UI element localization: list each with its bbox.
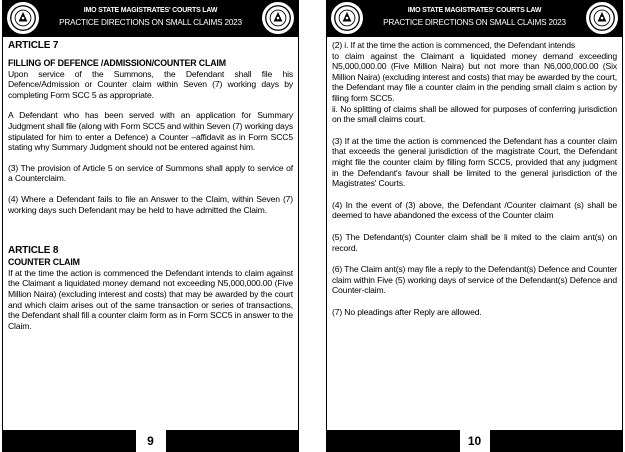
page-9 <box>2 0 299 452</box>
header-title: IMO STATE MAGISTRATES' COURTS LAW <box>83 7 218 14</box>
paragraph: (4) Where a Defendant fails to file an Answer to the Claim, within Seven (7) working days such Defendant may be held to have admitted the Claim. <box>8 193 293 215</box>
article-heading: ARTICLE 8 <box>8 245 59 257</box>
header-subtitle: PRACTICE DIRECTIONS ON SMALL CLAIMS 2023 <box>383 18 566 27</box>
court-seal-icon <box>586 2 618 34</box>
paragraph: (4) In the event of (3) above, the Defendant /Counter claimant (s) shall be deemed to have abandoned the excess of the Counter claim <box>332 199 617 221</box>
page-number: 9 <box>136 430 166 452</box>
paragraph: (2) i. If at the time the action is commenced, the Defendant intends <box>332 40 575 50</box>
article-subheading: COUNTER CLAIM <box>8 257 80 268</box>
paragraph: (3) If at the time the action is commenced the Defendant has a counter claim that exceeds the general jurisdiction of the magistrate Court, the Defendant might file the counter claim by filling form SCC5, provided that any judgment in the Defendant's favour shall be limited to the general jurisdiction of the Magistrates' Courts. <box>332 135 617 189</box>
paragraph: (7) No pleadings after Reply are allowed. <box>332 306 482 317</box>
court-seal-icon <box>262 2 294 34</box>
paragraph: to claim against the Claimant a liquidated money demand exceeding N5,000,000.00 (Five Million Naira) but not more than N6,000,000.00 (Six Million Naira) (excluding interest and costs) that may be awarded by the court, the Defendant may file a counter claim in the pending small claim s action by filing form SCC5. <box>332 50 617 103</box>
page-footer <box>3 430 298 452</box>
page-footer <box>327 430 622 452</box>
court-seal-icon <box>7 2 39 34</box>
header-title: IMO STATE MAGISTRATES' COURTS LAW <box>407 7 542 14</box>
paragraph: If at the time the action is commenced the Defendant intends to claim against the Claimant a liquidated money demand not exceeding N5,000,000.00 (Five Million Naira) (excluding interest and costs) that may be awarded by the court and which claim arises out of the same transaction or series of transactions, the Defendant shall fill a counter claim form as in Form SCC5 in answer to the Claim. <box>8 267 293 331</box>
header-subtitle: PRACTICE DIRECTIONS ON SMALL CLAIMS 2023 <box>59 18 242 27</box>
paragraph: (6) The Claim ant(s) may file a reply to the Defendant(s) Defence and Counter claim within Five (5) working days of service of the Defendant(s) Defence and Counter-claim. <box>332 264 617 296</box>
page-header <box>3 0 298 37</box>
page-body <box>8 40 293 331</box>
paragraph: (3) The provision of Article 5 on service of Summons shall apply to service of a Counterclaim. <box>8 162 293 184</box>
court-seal-icon <box>331 2 363 34</box>
article-subheading: FILLING OF DEFENCE /ADMISSION/COUNTER CLAIM <box>8 58 226 68</box>
page-number: 10 <box>460 430 490 452</box>
paragraph: ii. No splitting of claims shall be allowed for purposes of conferring jurisdiction on the small claims court. <box>332 103 617 125</box>
paragraph: A Defendant who has been served with an application for Summary Judgment shall file (along with Form SCC5 and within Seven (7) working days stipulated for him to enter a Defence) a Counter –affidavit as in Form SCC5 stating why Summary Judgment should not be entered against him. <box>8 110 293 153</box>
page-header <box>327 0 622 37</box>
page-10 <box>326 0 623 452</box>
article-heading: ARTICLE 7 <box>8 40 59 51</box>
paragraph: Upon service of the Summons, the Defendant shall file his Defence/Admission or Counter claim within Seven (7) working days by completing Form SCC 5 as appropriate. <box>8 68 293 100</box>
page-body <box>332 40 617 317</box>
paragraph: (5) The Defendant(s) Counter claim shall be li mited to the claim ant(s) on record. <box>332 231 617 253</box>
